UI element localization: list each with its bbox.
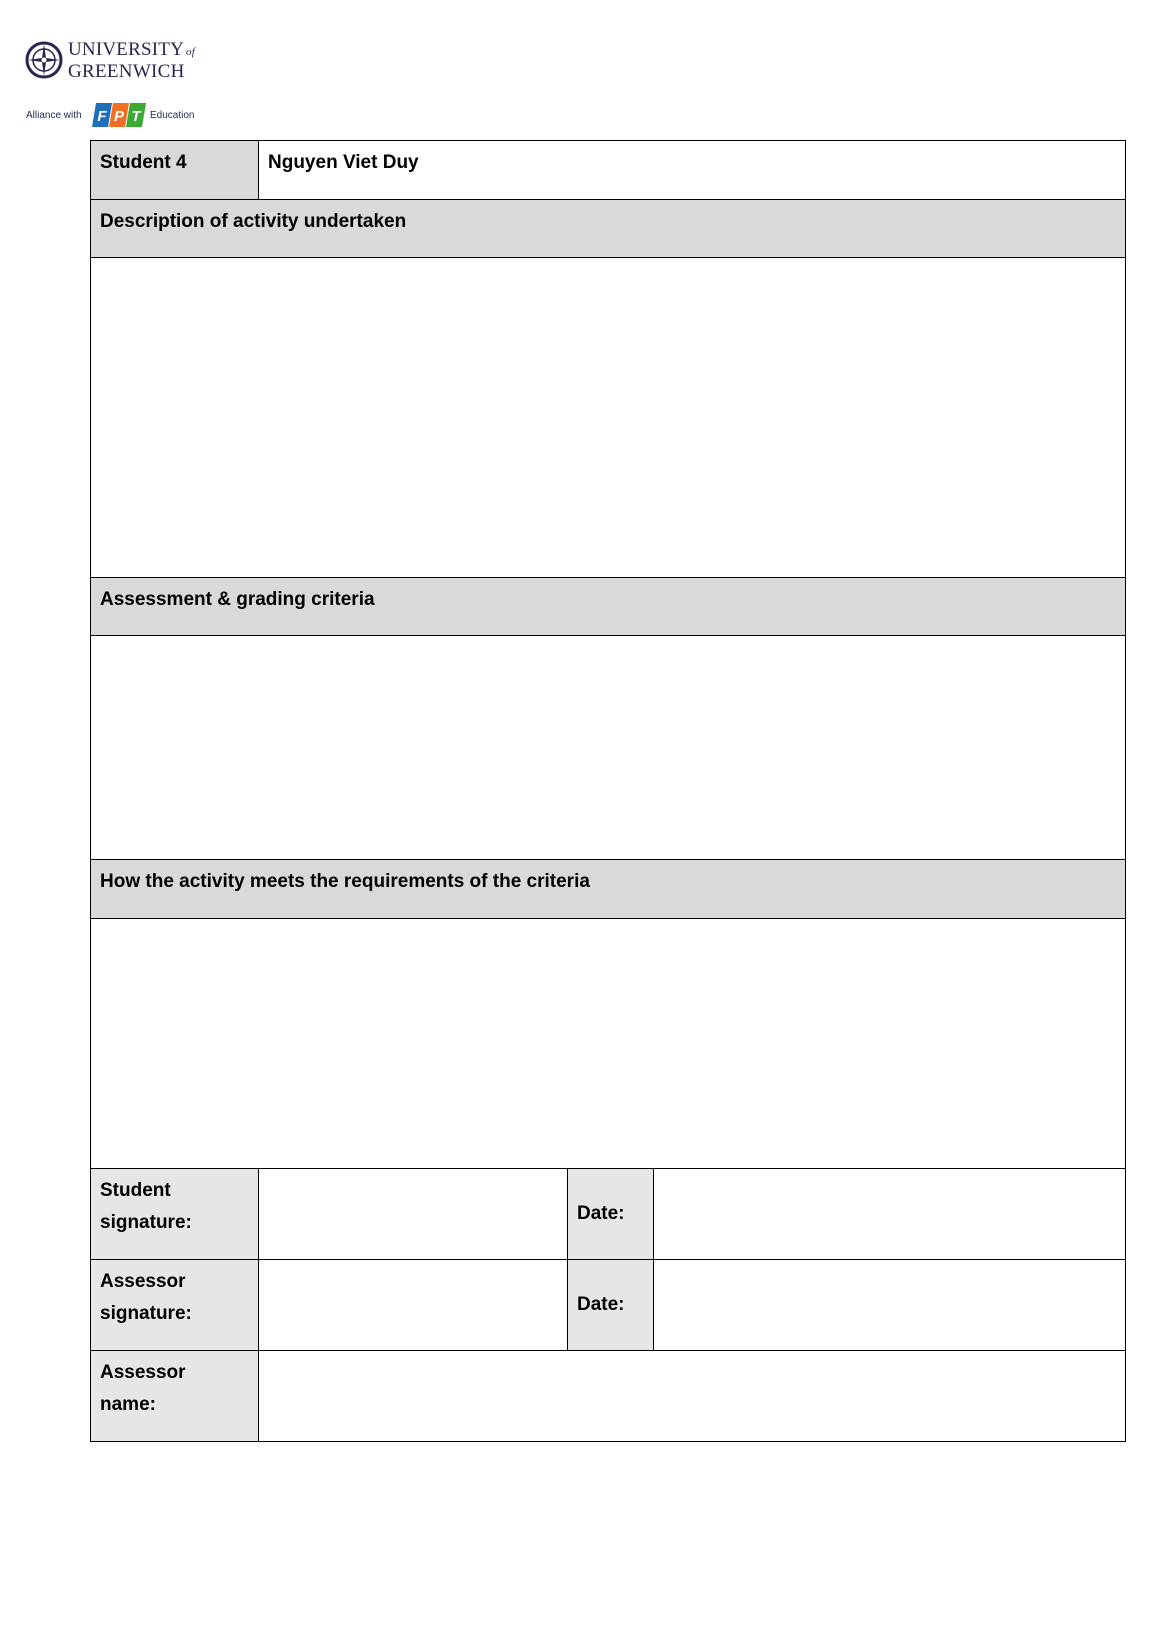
student-signature-row [91, 1169, 1126, 1260]
logo-of-text: of [186, 46, 195, 58]
assessor-name-label [91, 1351, 259, 1442]
fpt-logo-icon [92, 100, 152, 130]
activity-record-form [90, 140, 1126, 1442]
assessor-signature-label [91, 1260, 259, 1351]
assessment-body-row [91, 636, 1126, 860]
assessment-header-row [91, 578, 1126, 636]
assessor-name-label-line2: name: [100, 1394, 156, 1415]
student-signature-field[interactable] [259, 1169, 568, 1260]
logo-greenwich-text: GREENWICH [68, 61, 185, 82]
greenwich-logo [24, 38, 204, 83]
student-name-field[interactable]: Nguyen Viet Duy [259, 141, 1126, 200]
student-date-label: Date: [568, 1169, 654, 1260]
description-field[interactable] [91, 258, 1126, 578]
student-label: Student 4 [91, 141, 259, 200]
description-header-row [91, 200, 1126, 258]
requirements-header-row [91, 860, 1126, 919]
assessor-name-label-line1: Assessor [100, 1362, 186, 1383]
alliance-text: Alliance with [26, 110, 82, 121]
assessor-name-field[interactable] [259, 1351, 1126, 1442]
description-body-row [91, 258, 1126, 578]
description-header: Description of activity undertaken [91, 200, 1126, 258]
fpt-letter-p: P [113, 108, 125, 125]
student-row [91, 141, 1126, 200]
assessor-date-field[interactable] [654, 1260, 1126, 1351]
education-text: Education [150, 110, 195, 121]
assessment-field[interactable] [91, 636, 1126, 860]
requirements-header: How the activity meets the requirements of the criteria [91, 860, 1126, 919]
logo-university-text: UNIVERSITY [68, 39, 184, 60]
fpt-alliance-logo [24, 100, 204, 130]
assessor-name-row [91, 1351, 1126, 1442]
student-signature-label-line2: signature: [100, 1212, 192, 1233]
fpt-letter-f: F [97, 108, 107, 125]
assessor-signature-row [91, 1260, 1126, 1351]
assessment-header: Assessment & grading criteria [91, 578, 1126, 636]
assessor-signature-field[interactable] [259, 1260, 568, 1351]
assessor-signature-label-line1: Assessor [100, 1271, 186, 1292]
fpt-letter-t: T [131, 108, 141, 125]
requirements-body-row [91, 919, 1126, 1169]
assessor-date-label: Date: [568, 1260, 654, 1351]
greenwich-wordmark [68, 40, 195, 81]
assessor-signature-label-line2: signature: [100, 1303, 192, 1324]
compass-crest-icon [24, 40, 64, 80]
requirements-field[interactable] [91, 919, 1126, 1169]
university-logo [24, 38, 204, 133]
student-signature-label [91, 1169, 259, 1260]
student-signature-label-line1: Student [100, 1180, 171, 1201]
student-date-field[interactable] [654, 1169, 1126, 1260]
